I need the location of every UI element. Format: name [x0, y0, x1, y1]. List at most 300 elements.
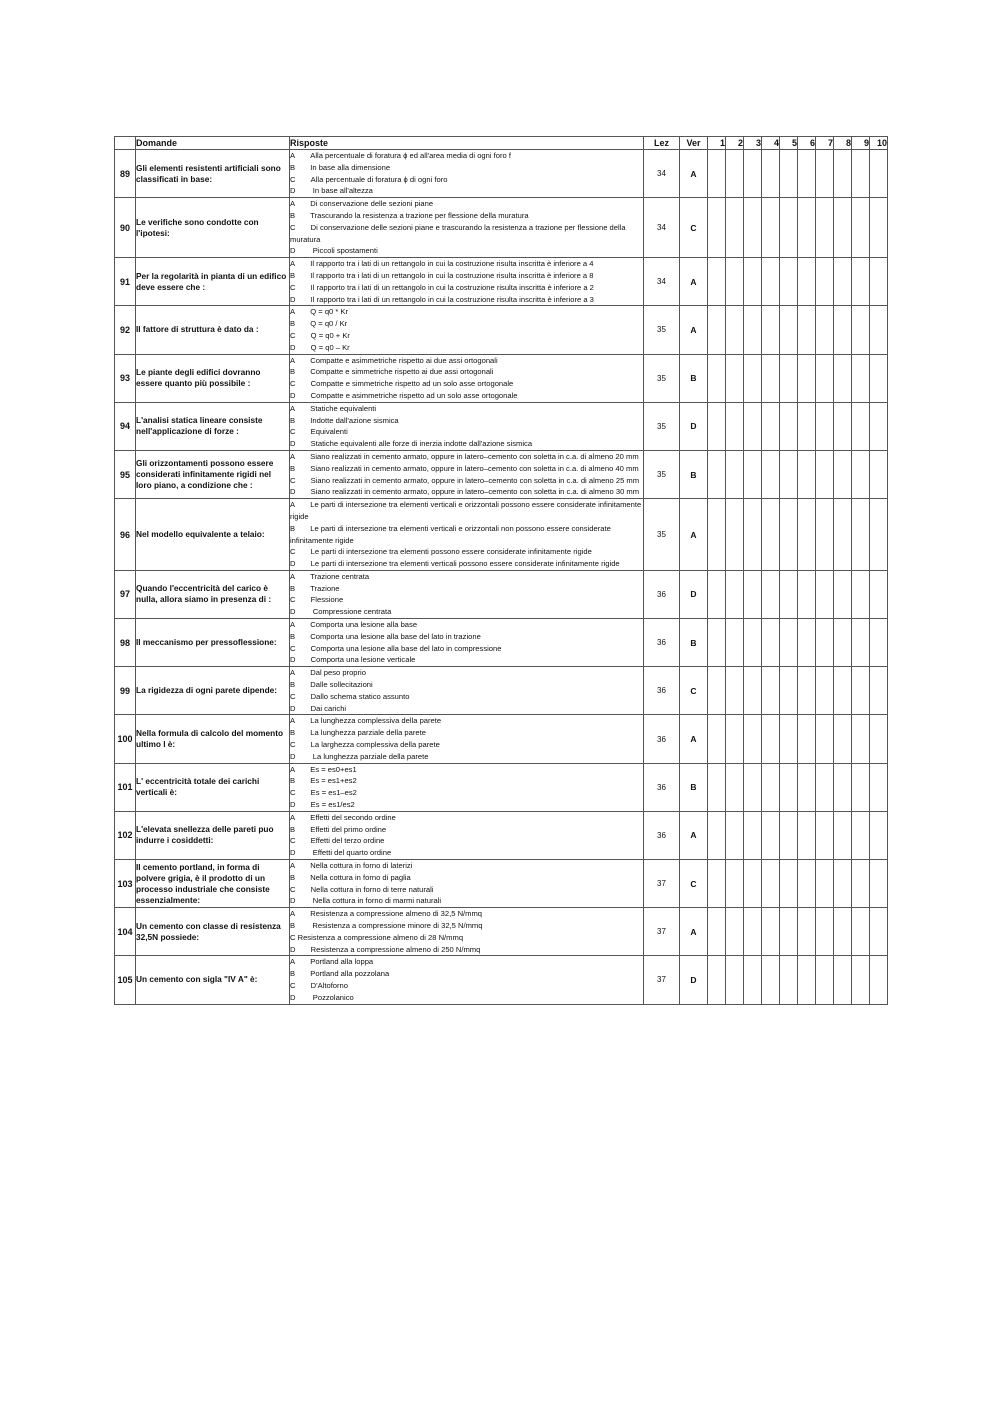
answer-option: A Statiche equivalenti — [290, 403, 377, 413]
attempt-cell-4 — [762, 198, 780, 258]
question-text: Un cemento con sigla "IV A" è: — [136, 956, 290, 1004]
attempt-cell-7 — [816, 619, 834, 667]
question-number: 94 — [115, 402, 136, 450]
answer-option: A La lunghezza complessiva della parete — [290, 716, 442, 726]
answer-option: D Statiche equivalenti alle forze di inerzia indotte dall'azione sismica — [290, 439, 533, 449]
attempt-cell-4 — [762, 811, 780, 859]
answer-option: D Pozzolanico — [290, 992, 354, 1002]
attempt-cell-2 — [726, 619, 744, 667]
attempt-cell-5 — [780, 667, 798, 715]
attempt-cell-8 — [834, 619, 852, 667]
question-number: 104 — [115, 908, 136, 956]
answer-options — [290, 956, 644, 1004]
correct-answer: C — [680, 667, 708, 715]
answer-option: D Resistenza a compressione almeno di 250 N/mmq — [290, 944, 481, 954]
answer-option: C Le parti di intersezione tra elementi possono essere considerate infinitamente rigide — [290, 547, 592, 557]
table-row — [115, 715, 888, 763]
answer-option: B Il rapporto tra i lati di un rettangolo in cui la costruzione risulta inscritta è inferiore a 8 — [290, 270, 594, 280]
lesson-number: 34 — [644, 258, 680, 306]
attempt-cell-10 — [870, 811, 888, 859]
answer-option: D Effetti del quarto ordine — [290, 848, 392, 858]
answer-option: D Q = q0 – Kr — [290, 342, 350, 352]
attempt-cell-2 — [726, 258, 744, 306]
attempt-cell-8 — [834, 499, 852, 571]
correct-answer: C — [680, 198, 708, 258]
attempt-cell-6 — [798, 402, 816, 450]
attempt-cell-4 — [762, 258, 780, 306]
table-row — [115, 570, 888, 618]
header-col-5: 5 — [780, 137, 798, 150]
attempt-cell-4 — [762, 450, 780, 498]
attempt-cell-6 — [798, 811, 816, 859]
attempt-cell-9 — [852, 499, 870, 571]
attempt-cell-4 — [762, 667, 780, 715]
question-text: Il cemento portland, in forma di polvere grigia, è il prodotto di un processo industriale che consiste essenzialmente: — [136, 860, 290, 908]
answer-option: D Compressione centrata — [290, 607, 392, 617]
answer-option: B Resistenza a compressione minore di 32,5 N/mmq — [290, 921, 483, 930]
lesson-number: 37 — [644, 956, 680, 1004]
answer-options — [290, 715, 644, 763]
lesson-number: 35 — [644, 450, 680, 498]
answer-option: C Q = q0 + Kr — [290, 330, 350, 340]
attempt-cell-4 — [762, 956, 780, 1004]
attempt-cell-5 — [780, 715, 798, 763]
attempt-cell-5 — [780, 908, 798, 956]
answer-option: D Compatte e asimmetriche rispetto ad un solo asse ortogonale — [290, 390, 518, 400]
attempt-cell-8 — [834, 956, 852, 1004]
correct-answer: D — [680, 402, 708, 450]
attempt-cell-1 — [708, 450, 726, 498]
answer-option: C Siano realizzati in cemento armato, oppure in latero–cemento con soletta in c.a. di almeno 25 mm — [290, 475, 640, 485]
attempt-cell-3 — [744, 811, 762, 859]
attempt-cell-9 — [852, 306, 870, 354]
attempt-cell-3 — [744, 763, 762, 811]
lesson-number: 34 — [644, 150, 680, 198]
table-row — [115, 908, 888, 956]
table-row — [115, 619, 888, 667]
answer-option: D Comporta una lesione verticale — [290, 655, 416, 665]
attempt-cell-5 — [780, 499, 798, 571]
attempt-cell-3 — [744, 499, 762, 571]
attempt-cell-8 — [834, 860, 852, 908]
attempt-cell-8 — [834, 450, 852, 498]
attempt-cell-9 — [852, 258, 870, 306]
answer-options — [290, 499, 644, 571]
attempt-cell-2 — [726, 860, 744, 908]
attempt-cell-2 — [726, 811, 744, 859]
lesson-number: 35 — [644, 402, 680, 450]
attempt-cell-10 — [870, 956, 888, 1004]
attempt-cell-3 — [744, 150, 762, 198]
attempt-cell-3 — [744, 956, 762, 1004]
attempt-cell-1 — [708, 956, 726, 1004]
header-col-8: 8 — [834, 137, 852, 150]
answer-option: B Le parti di intersezione tra elementi verticali e orizzontali non possono essere considerate infinitamente rigide — [290, 523, 611, 545]
question-text: Gli elementi resistenti artificiali sono classificati in base: — [136, 150, 290, 198]
attempt-cell-1 — [708, 354, 726, 402]
question-number: 99 — [115, 667, 136, 715]
attempt-cell-4 — [762, 150, 780, 198]
attempt-cell-8 — [834, 354, 852, 402]
attempt-cell-10 — [870, 570, 888, 618]
attempt-cell-2 — [726, 667, 744, 715]
attempt-cell-9 — [852, 402, 870, 450]
attempt-cell-9 — [852, 198, 870, 258]
attempt-cell-3 — [744, 908, 762, 956]
answer-option: D In base all'altezza — [290, 186, 373, 196]
attempt-cell-9 — [852, 150, 870, 198]
lesson-number: 37 — [644, 860, 680, 908]
answer-option: A Q = q0 * Kr — [290, 307, 349, 317]
question-number: 91 — [115, 258, 136, 306]
attempt-cell-10 — [870, 258, 888, 306]
question-text: La rigidezza di ogni parete dipende: — [136, 667, 290, 715]
question-text: Il meccanismo per pressoflessione: — [136, 619, 290, 667]
attempt-cell-3 — [744, 715, 762, 763]
attempt-cell-3 — [744, 667, 762, 715]
attempt-cell-3 — [744, 258, 762, 306]
attempt-cell-7 — [816, 354, 834, 402]
table-row — [115, 956, 888, 1004]
attempt-cell-2 — [726, 763, 744, 811]
attempt-cell-5 — [780, 198, 798, 258]
attempt-cell-7 — [816, 860, 834, 908]
attempt-cell-7 — [816, 908, 834, 956]
attempt-cell-9 — [852, 667, 870, 715]
answer-option: C Nella cottura in forno di terre naturali — [290, 884, 434, 894]
attempt-cell-7 — [816, 198, 834, 258]
answer-option: A Di conservazione delle sezioni piane — [290, 199, 434, 209]
question-number: 95 — [115, 450, 136, 498]
attempt-cell-3 — [744, 198, 762, 258]
lesson-number: 35 — [644, 306, 680, 354]
question-number: 92 — [115, 306, 136, 354]
attempt-cell-6 — [798, 715, 816, 763]
attempt-cell-9 — [852, 715, 870, 763]
answer-option: D Piccoli spostamenti — [290, 246, 378, 256]
attempt-cell-1 — [708, 499, 726, 571]
attempt-cell-10 — [870, 402, 888, 450]
answer-options — [290, 306, 644, 354]
question-text: Nel modello equivalente a telaio: — [136, 499, 290, 571]
header-lez: Lez — [644, 137, 680, 150]
attempt-cell-5 — [780, 402, 798, 450]
attempt-cell-7 — [816, 499, 834, 571]
answer-options — [290, 619, 644, 667]
answer-option: B Indotte dall'azione sismica — [290, 415, 399, 425]
attempt-cell-5 — [780, 619, 798, 667]
attempt-cell-4 — [762, 402, 780, 450]
attempt-cell-2 — [726, 715, 744, 763]
attempt-cell-8 — [834, 402, 852, 450]
attempt-cell-8 — [834, 763, 852, 811]
answer-options — [290, 402, 644, 450]
attempt-cell-7 — [816, 811, 834, 859]
header-ver: Ver — [680, 137, 708, 150]
attempt-cell-7 — [816, 306, 834, 354]
attempt-cell-6 — [798, 570, 816, 618]
answer-options — [290, 811, 644, 859]
attempt-cell-2 — [726, 306, 744, 354]
attempt-cell-3 — [744, 450, 762, 498]
answer-option: D Il rapporto tra i lati di un rettangolo in cui la costruzione risulta inscritta è inferiore a 3 — [290, 294, 594, 304]
question-text: Gli orizzontamenti possono essere considerati infinitamente rigidi nel loro piano, a condizione che : — [136, 450, 290, 498]
attempt-cell-9 — [852, 619, 870, 667]
lesson-number: 36 — [644, 667, 680, 715]
table-row — [115, 150, 888, 198]
attempt-cell-10 — [870, 306, 888, 354]
question-text: Nella formula di calcolo del momento ultimo l è: — [136, 715, 290, 763]
attempt-cell-1 — [708, 198, 726, 258]
attempt-cell-4 — [762, 619, 780, 667]
question-text: L'elevata snellezza delle pareti puo indurre i cosiddetti: — [136, 811, 290, 859]
lesson-number: 37 — [644, 908, 680, 956]
attempt-cell-9 — [852, 956, 870, 1004]
attempt-cell-9 — [852, 811, 870, 859]
attempt-cell-6 — [798, 763, 816, 811]
header-col-3: 3 — [744, 137, 762, 150]
attempt-cell-6 — [798, 499, 816, 571]
header-col-6: 6 — [798, 137, 816, 150]
attempt-cell-7 — [816, 450, 834, 498]
correct-answer: D — [680, 570, 708, 618]
attempt-cell-4 — [762, 763, 780, 811]
lesson-number: 36 — [644, 763, 680, 811]
attempt-cell-3 — [744, 619, 762, 667]
attempt-cell-3 — [744, 860, 762, 908]
table-row — [115, 860, 888, 908]
header-col-4: 4 — [762, 137, 780, 150]
attempt-cell-1 — [708, 715, 726, 763]
attempt-cell-8 — [834, 306, 852, 354]
attempt-cell-5 — [780, 811, 798, 859]
attempt-cell-5 — [780, 258, 798, 306]
attempt-cell-8 — [834, 258, 852, 306]
answer-options — [290, 258, 644, 306]
attempt-cell-4 — [762, 908, 780, 956]
correct-answer: A — [680, 715, 708, 763]
attempt-cell-2 — [726, 150, 744, 198]
attempt-cell-10 — [870, 150, 888, 198]
answer-option: A Es = es0+es1 — [290, 764, 357, 774]
attempt-cell-6 — [798, 860, 816, 908]
attempt-cell-10 — [870, 860, 888, 908]
header-blank — [115, 137, 136, 150]
lesson-number: 36 — [644, 811, 680, 859]
attempt-cell-8 — [834, 715, 852, 763]
answer-option: C Compatte e simmetriche rispetto ad un solo asse ortogonale — [290, 379, 514, 389]
attempt-cell-8 — [834, 811, 852, 859]
attempt-cell-1 — [708, 402, 726, 450]
table-row — [115, 258, 888, 306]
attempt-cell-1 — [708, 667, 726, 715]
attempt-cell-7 — [816, 956, 834, 1004]
answer-option: B Trascurando la resistenza a trazione per flessione della muratura — [290, 210, 529, 220]
attempt-cell-8 — [834, 908, 852, 956]
answer-option: B Dalle sollecitazioni — [290, 680, 373, 690]
attempt-cell-10 — [870, 763, 888, 811]
table-row — [115, 499, 888, 571]
table-row — [115, 667, 888, 715]
answer-options — [290, 198, 644, 258]
attempt-cell-10 — [870, 715, 888, 763]
attempt-cell-3 — [744, 354, 762, 402]
attempt-cell-1 — [708, 306, 726, 354]
question-number: 89 — [115, 150, 136, 198]
attempt-cell-4 — [762, 715, 780, 763]
question-number: 102 — [115, 811, 136, 859]
attempt-cell-7 — [816, 763, 834, 811]
answer-option: C Effetti del terzo ordine — [290, 836, 385, 846]
attempt-cell-1 — [708, 258, 726, 306]
table-row — [115, 354, 888, 402]
answer-options — [290, 150, 644, 198]
answer-option: B Compatte e simmetriche rispetto ai due assi ortogonali — [290, 367, 494, 377]
attempt-cell-5 — [780, 956, 798, 1004]
correct-answer: B — [680, 450, 708, 498]
table-row — [115, 402, 888, 450]
attempt-cell-1 — [708, 860, 726, 908]
correct-answer: D — [680, 956, 708, 1004]
question-number: 93 — [115, 354, 136, 402]
attempt-cell-3 — [744, 306, 762, 354]
question-text: L'analisi statica lineare consiste nell'applicazione di forze : — [136, 402, 290, 450]
attempt-cell-5 — [780, 354, 798, 402]
answer-option: B Trazione — [290, 583, 340, 593]
answer-option: D Siano realizzati in cemento armato, oppure in latero–cemento con soletta in c.a. di almeno 30 mm — [290, 487, 640, 497]
answer-options — [290, 570, 644, 618]
attempt-cell-2 — [726, 450, 744, 498]
question-text: Un cemento con classe di resistenza 32,5N possiede: — [136, 908, 290, 956]
attempt-cell-8 — [834, 570, 852, 618]
answer-options — [290, 354, 644, 402]
header-risposte: Risposte — [290, 137, 644, 150]
attempt-cell-6 — [798, 956, 816, 1004]
attempt-cell-5 — [780, 306, 798, 354]
attempt-cell-2 — [726, 198, 744, 258]
attempt-cell-10 — [870, 619, 888, 667]
answer-option: A Trazione centrata — [290, 571, 370, 581]
attempt-cell-9 — [852, 763, 870, 811]
answer-option: B Siano realizzati in cemento armato, oppure in latero–cemento con soletta in c.a. di almeno 40 mm — [290, 463, 639, 473]
correct-answer: A — [680, 258, 708, 306]
attempt-cell-9 — [852, 450, 870, 498]
answer-option: C Il rapporto tra i lati di un rettangolo in cui la costruzione risulta inscritta è inferiore a 2 — [290, 282, 594, 292]
question-number: 90 — [115, 198, 136, 258]
attempt-cell-6 — [798, 619, 816, 667]
attempt-cell-6 — [798, 667, 816, 715]
answer-option: C La larghezza complessiva della parete — [290, 740, 440, 750]
answer-option: B Nella cottura in forno di paglia — [290, 872, 411, 882]
attempt-cell-6 — [798, 450, 816, 498]
answer-option: C Es = es1–es2 — [290, 788, 357, 798]
lesson-number: 35 — [644, 499, 680, 571]
attempt-cell-8 — [834, 667, 852, 715]
answer-option: C D'Altoforno — [290, 980, 348, 990]
attempt-cell-2 — [726, 956, 744, 1004]
attempt-cell-7 — [816, 570, 834, 618]
question-number: 98 — [115, 619, 136, 667]
attempt-cell-9 — [852, 570, 870, 618]
lesson-number: 35 — [644, 354, 680, 402]
attempt-cell-10 — [870, 499, 888, 571]
correct-answer: B — [680, 619, 708, 667]
answer-option: C Equivalenti — [290, 427, 348, 437]
answer-option: B La lunghezza parziale della parete — [290, 728, 426, 738]
attempt-cell-1 — [708, 763, 726, 811]
answer-option: C Comporta una lesione alla base del lato in compressione — [290, 643, 502, 653]
attempt-cell-10 — [870, 667, 888, 715]
answer-option: C Dallo schema statico assunto — [290, 691, 410, 701]
answer-option: C Alla percentuale di foratura ϕ di ogni foro — [290, 174, 448, 184]
answer-option: A Portland alla loppa — [290, 957, 374, 967]
attempt-cell-9 — [852, 908, 870, 956]
answer-option: A Comporta una lesione alla base — [290, 620, 418, 630]
header-domande: Domande — [136, 137, 290, 150]
correct-answer: A — [680, 150, 708, 198]
answer-option: C Flessione — [290, 595, 344, 605]
correct-answer: B — [680, 763, 708, 811]
answer-options — [290, 450, 644, 498]
question-text: Le verifiche sono condotte con l'ipotesi: — [136, 198, 290, 258]
answer-option: B Effetti del primo ordine — [290, 824, 387, 834]
lesson-number: 36 — [644, 715, 680, 763]
answer-option: A Dal peso proprio — [290, 668, 366, 678]
question-number: 96 — [115, 499, 136, 571]
table-row — [115, 450, 888, 498]
quiz-table — [114, 136, 888, 1005]
answer-option: D La lunghezza parziale della parete — [290, 751, 429, 761]
attempt-cell-6 — [798, 258, 816, 306]
answer-option: B Portland alla pozzolana — [290, 969, 390, 979]
correct-answer: B — [680, 354, 708, 402]
correct-answer: A — [680, 499, 708, 571]
attempt-cell-7 — [816, 150, 834, 198]
question-text: Per la regolarità in pianta di un edifico deve essere che : — [136, 258, 290, 306]
answer-option: C Resistenza a compressione almeno di 28 N/mmq — [290, 932, 464, 942]
question-number: 97 — [115, 570, 136, 618]
table-row — [115, 306, 888, 354]
question-text: Quando l'eccentricità del carico è nulla, allora siamo in presenza di : — [136, 570, 290, 618]
attempt-cell-2 — [726, 354, 744, 402]
attempt-cell-4 — [762, 306, 780, 354]
attempt-cell-2 — [726, 499, 744, 571]
attempt-cell-5 — [780, 450, 798, 498]
answer-options — [290, 667, 644, 715]
attempt-cell-5 — [780, 570, 798, 618]
attempt-cell-4 — [762, 860, 780, 908]
answer-option: A Il rapporto tra i lati di un rettangolo in cui la costruzione risulta inscritta è inferiore a 4 — [290, 259, 594, 269]
lesson-number: 36 — [644, 570, 680, 618]
header-col-7: 7 — [816, 137, 834, 150]
attempt-cell-8 — [834, 150, 852, 198]
attempt-cell-2 — [726, 570, 744, 618]
question-number: 105 — [115, 956, 136, 1004]
attempt-cell-7 — [816, 258, 834, 306]
answer-option: A Resistenza a compressione almeno di 32,5 N/mmq — [290, 909, 483, 919]
answer-option: A Alla percentuale di foratura ϕ ed all'area media di ogni foro f — [290, 151, 511, 160]
attempt-cell-1 — [708, 619, 726, 667]
answer-option: C Di conservazione delle sezioni piane e trascurando la resistenza a trazione per flessione della muratura — [290, 222, 626, 244]
attempt-cell-9 — [852, 354, 870, 402]
answer-options — [290, 763, 644, 811]
header-col-9: 9 — [852, 137, 870, 150]
attempt-cell-5 — [780, 763, 798, 811]
answer-option: D Es = es1/es2 — [290, 800, 355, 810]
attempt-cell-3 — [744, 570, 762, 618]
question-number: 103 — [115, 860, 136, 908]
attempt-cell-8 — [834, 198, 852, 258]
